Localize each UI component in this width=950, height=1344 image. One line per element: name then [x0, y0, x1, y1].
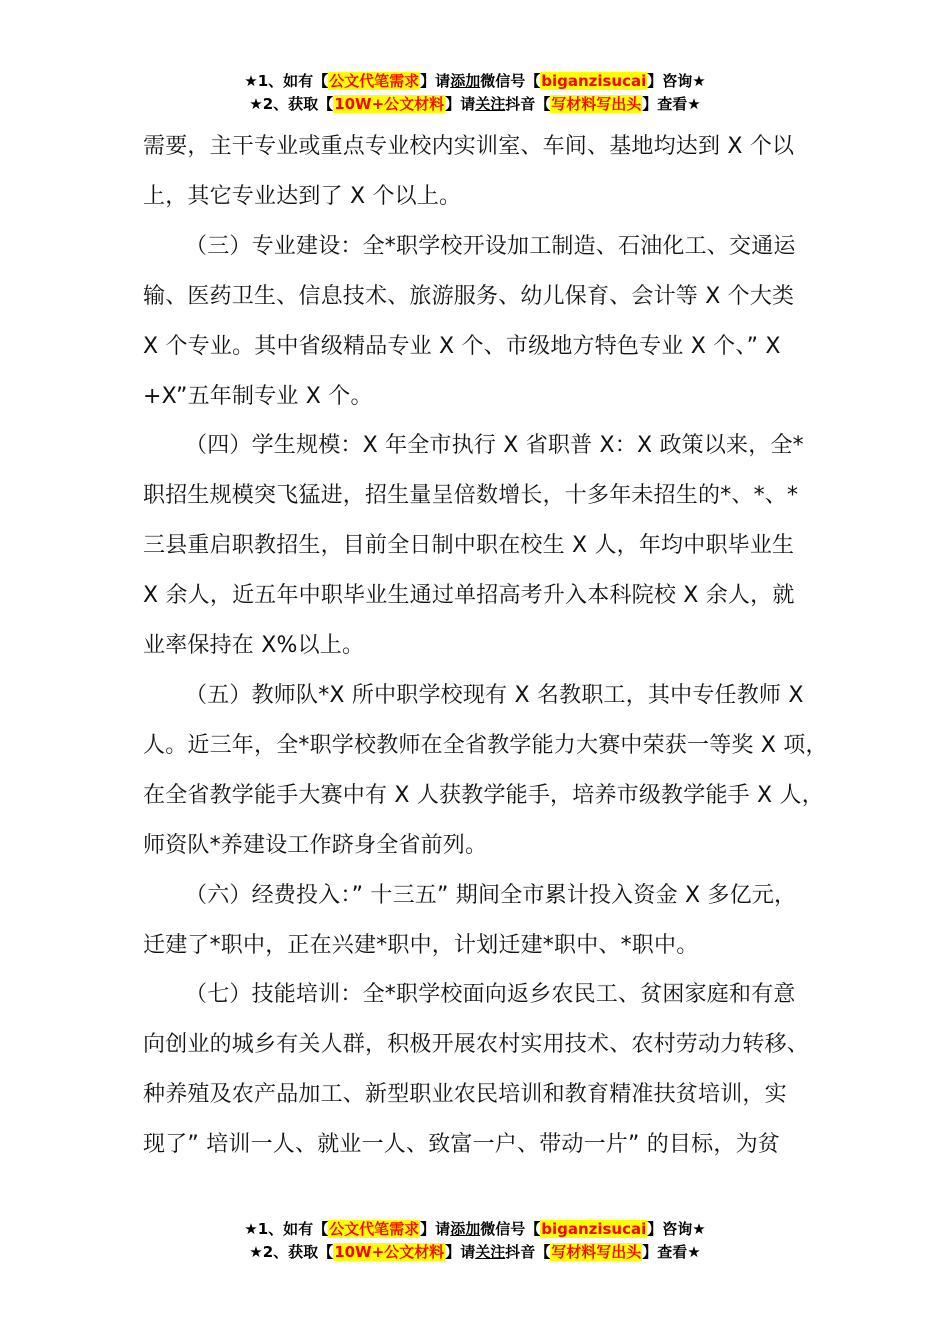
- banner-line-1: [0, 1218, 950, 1241]
- banner-text: 】请: [420, 72, 451, 90]
- paragraph-teaching-staff: [143, 671, 833, 871]
- text-line: X 个专业。其中省级精品专业 X 个、市级地方特色专业 X 个、” X: [143, 333, 781, 359]
- materials-highlight: 10W+公文材料: [334, 95, 445, 113]
- text-line: 职招生规模突飞猛进，招生量呈倍数增长，十多年未招生的*、*、*: [143, 483, 799, 509]
- text-line: X 余人，近五年中职毕业生通过单招高考升入本科院校 X 余人，就: [143, 583, 795, 609]
- text-line: 上，其它专业达到了 X 个以上。: [143, 183, 462, 209]
- banner-text: 添加: [450, 72, 481, 90]
- text-line: （七）技能培训：全*职学校面向返乡农民工、贫困家庭和有意: [185, 982, 796, 1008]
- footer-banner: [0, 1218, 950, 1264]
- header-banner: [0, 70, 950, 116]
- wechat-id-highlight: biganzisucai: [541, 72, 647, 90]
- banner-text: 】查看★: [642, 95, 701, 113]
- banner-text: 】请: [420, 1220, 451, 1238]
- banner-text: ★1、如有【: [244, 72, 329, 90]
- text-line: 在全省教学能手大赛中有 X 人获教学能手，培养市级教学能手 X 人，: [143, 782, 824, 808]
- wechat-id-highlight: biganzisucai: [541, 1220, 647, 1238]
- text-line: （四）学生规模：X 年全市执行 X 省职普 X：X 政策以来，全*: [185, 433, 804, 459]
- ghostwriting-highlight: 公文代笔需求: [329, 1220, 420, 1238]
- banner-text: ★1、如有【: [244, 1220, 329, 1238]
- text-line: 输、医药卫生、信息技术、旅游服务、幼儿保育、会计等 X 个大类: [143, 283, 795, 309]
- paragraph-funding: [143, 871, 833, 971]
- text-line: 迁建了*职中，正在兴建*职中，计划迁建*职中、*职中。: [143, 932, 699, 958]
- text-line: 师资队*养建设工作跻身全省前列。: [143, 832, 488, 858]
- banner-text: 抖音【: [505, 95, 551, 113]
- banner-text: ★2、获取【: [249, 95, 334, 113]
- banner-text: 】咨询★: [647, 1220, 706, 1238]
- banner-text: 关注: [475, 1243, 506, 1261]
- banner-text: 关注: [475, 95, 506, 113]
- banner-text: 微信号【: [480, 1220, 541, 1238]
- text-line: 三县重启职教招生，目前全日制中职在校生 X 人，年均中职毕业生: [143, 533, 795, 559]
- text-line: （三）专业建设：全*职学校开设加工制造、石油化工、交通运: [185, 233, 796, 259]
- text-line: 向创业的城乡有关人群，积极开展农村实用技术、农村劳动力转移、: [143, 1032, 810, 1058]
- banner-line-1: [0, 70, 950, 93]
- paragraph-continued: [143, 122, 833, 222]
- banner-text: ★2、获取【: [249, 1243, 334, 1261]
- banner-text: 】请: [445, 1243, 476, 1261]
- text-line: （六）经费投入：” 十三五” 期间全市累计投入资金 X 多亿元，: [185, 882, 797, 908]
- paragraph-specialty-construction: [143, 222, 833, 422]
- document-body: [143, 122, 833, 1170]
- banner-text: 】咨询★: [647, 72, 706, 90]
- banner-text: 】查看★: [642, 1243, 701, 1261]
- text-line: +X”五年制专业 X 个。: [143, 383, 373, 409]
- text-line: （五）教师队*X 所中职学校现有 X 名教职工，其中专任教师 X: [185, 682, 804, 708]
- banner-text: 抖音【: [505, 1243, 551, 1261]
- banner-text: 添加: [450, 1220, 481, 1238]
- banner-text: 】请: [445, 95, 476, 113]
- text-line: 种养殖及农产品加工、新型职业农民培训和教育精准扶贫培训，实: [143, 1082, 787, 1108]
- materials-highlight: 10W+公文材料: [334, 1243, 445, 1261]
- text-line: 业率保持在 X%以上。: [143, 633, 365, 659]
- text-line: 人。近三年，全*职学校教师在全省教学能力大赛中荣获一等奖 X 项，: [143, 732, 828, 758]
- douyin-highlight: 写材料写出头: [551, 1243, 642, 1261]
- banner-line-2: [0, 1241, 950, 1264]
- banner-text: 微信号【: [480, 72, 541, 90]
- douyin-highlight: 写材料写出头: [551, 95, 642, 113]
- paragraph-student-scale: [143, 421, 833, 671]
- banner-line-2: [0, 93, 950, 116]
- text-line: 需要，主干专业或重点专业校内实训室、车间、基地均达到 X 个以: [143, 134, 795, 159]
- text-line: 现了” 培训一人、就业一人、致富一户、带动一片” 的目标，为贫: [143, 1132, 780, 1158]
- ghostwriting-highlight: 公文代笔需求: [329, 72, 420, 90]
- paragraph-skills-training: [143, 970, 833, 1170]
